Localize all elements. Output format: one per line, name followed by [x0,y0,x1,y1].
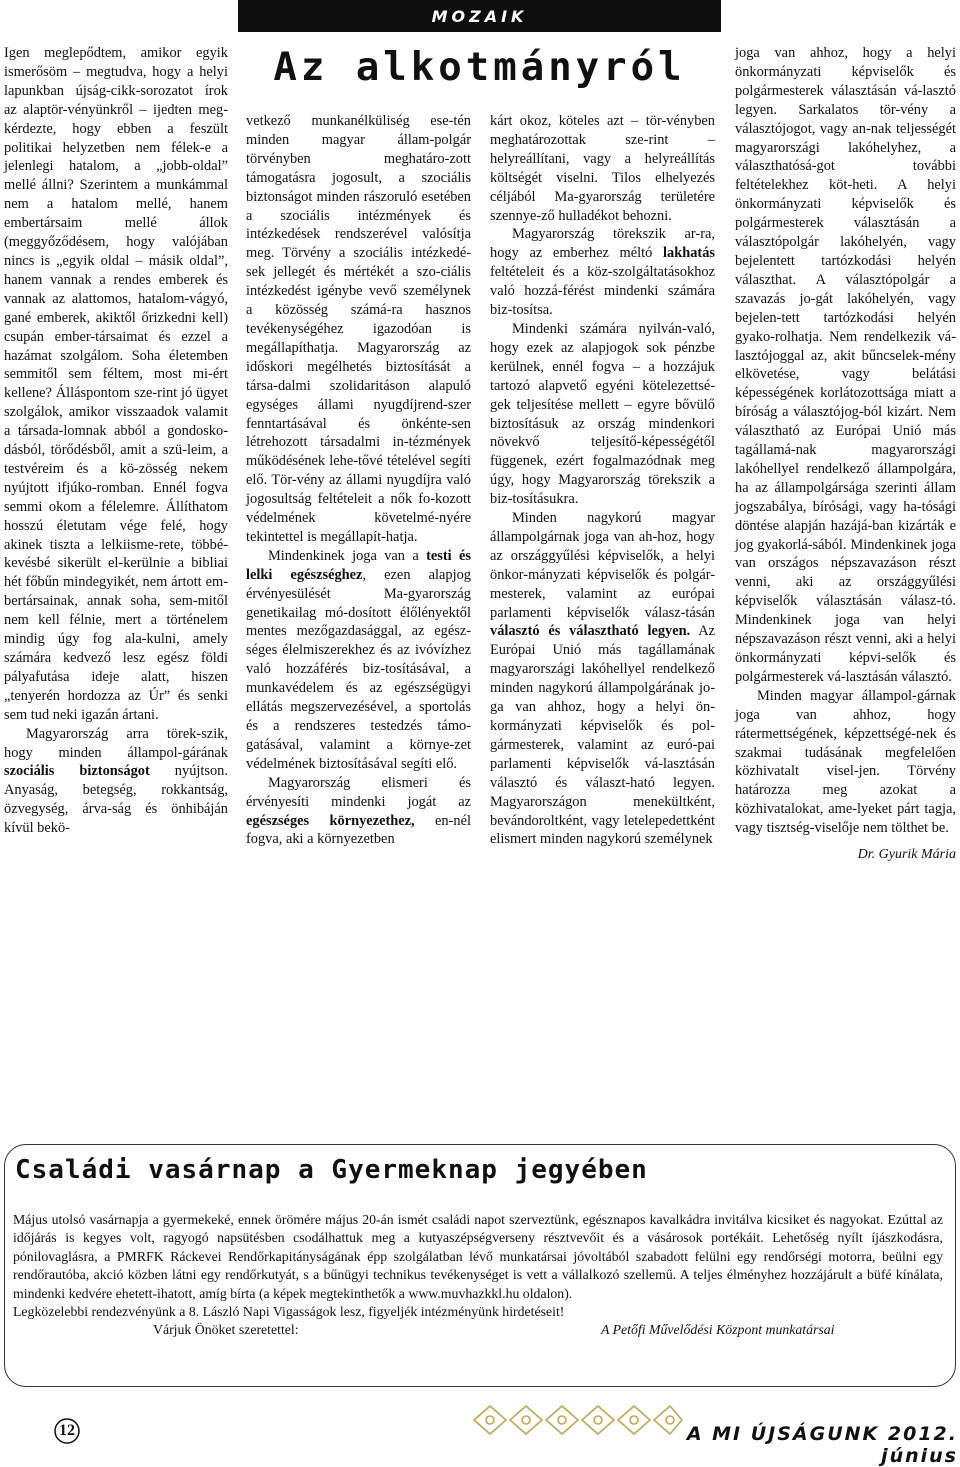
paragraph: Mindenki számára nyilván-való, hogy ezek az alapjogok sok pénzbe kerülnek, ennél fogva – a hozzájuk tartozó alapvető egyéni kötelezettsé-gek teljesítése mellett – egyre bővülő biztosításuk az ország mindenkori növekvő teljesítő-képességétől függenek, ezért fogalmazódnak meg úgy, hogy Magyarország törekszik a biz-tosításukra. [490,320,715,508]
section-label: MOZAIK [431,7,528,26]
article-column-3 [490,112,715,849]
paragraph: Magyarország elismeri és érvényesíti mindenki jogát az egészséges környezethez, en-nél fogva, aki a környezetben [246,774,471,848]
section-banner [238,0,721,32]
event-notice-box [4,1144,956,1387]
page-number-text: 12 [59,1422,75,1439]
paragraph: vetkező munkanélküliség ese-tén minden magyar állam-polgár törvényben meghatáro-zott támogatásra jogosult, a szociális biztonságot minden rászoruló esetében a szociális intézmények és intézkedések rendszerével valósítja meg. Törvény a szociális intézkedé-sek jellegét és mértékét a szo-ciális intézkedést igénybe vevő személynek a közösség számá-ra hasznos tevékenységéhez igazodóan is megállapíthatja. Magyarország az időskori megélhetés biztosítását a társa-dalmi szolidaritáson alapuló egységes állami nyugdíjrend-szer fenntartásával és önkénte-sen létrehozott társadalmi in-tézmények működésének lehe-tővé tételével segíti elő. Tör-vény az állami nyugdíjra való jogosultság feltételeit a nők fo-kozott védelmének követelmé-nyére tekintettel is megállapít-hatja. [246,113,471,545]
article-title: Az alkotmányról [273,45,686,90]
publication-footer: A MI ÚJSÁGUNK 2012. június [686,1423,958,1467]
paragraph: Igen meglepődtem, amikor egyik ismerősöm – megtudva, hogy a helyi lapunkban újság-cikk-sorozatot írok az alaptör-vényünkről – ijedten meg-kérdezte, hogy ebben a feszült politikai helyzetben nem félek-e a jelenlegi hatalom, a „jobb-oldal” mellé állni? Szerintem a munkámmal nem a hatalom mellé, hanem embertársaim mellé állok (meggyőződésem, hogy valójában nincs is „egyik oldal – másik oldal”, hanem vannak a rendes emberek és vannak az alattomos, hatalom-vágyó, gané emberek, akiktől őrizkedni kell) csupán ember-társaimat és ezzel a hazámat szolgálom. Soha életemben semmitől sem féltem, most mi-ért kellene? Álláspontom sze-rint jó ügyet szolgálok, amikor visszaadok valamit a társada-lomnak abból a gondosko-dásból, törődésből, amit a szü-leim, a testvéreim és a kö-zösség nekem nyújtott ifjúko-romban. Ennél fogva semmi okom a félelemre. Állíthatom hosszú életutam vége felé, hogy akinek tiszta a lelkiisme-rete, többé-kevésbé sikerült el-kerülnie a bibliai hét főbűn mindegyikét, nem ártott em-bertársainak, annak soha, sem-mitől nem kell félnie, mert a történelem mindig úgy fog ala-kulni, amely számára kedvező lesz egész földi pályafutása ideje alatt, hiszen „tenyerén hordozza az Úr” és senki sem tud neki igazán ártani. [4,45,228,723]
paragraph: kárt okoz, köteles azt – tör-vényben meghatározottak sze-rint – helyreállítani, vagy a helyreállítás költségét viselni. Tilos elhelyezés céljából Ma-gyarország területére szennye-ző hulladékot behozni. [490,113,715,224]
article-column-1 [4,44,228,838]
notice-sender: A Petőfi Művelődési Központ munkatársai [601,1322,835,1338]
paragraph: Minden magyar állampol-gárnak joga van ahhoz, hogy rátermettségének, képzettségé-nek és szakmai tudásának megfelelően közhivatalt visel-jen. Törvény határozza meg azokat a közhivatalokat, ame-lyeket párt tagja, vagy tisztség-viselője nem tölthet be. [735,687,956,837]
paragraph: Magyarország arra törek-szik, hogy minden állampol-gárának szociális biztonságot nyújtson. Anyaság, betegség, rokkantság, özvegység, árva-ság és önhibáján kívül bekö- [4,725,228,837]
paragraph: Magyarország törekszik ar-ra, hogy az emberhez méltó lakhatás feltételeit és a köz-szolgáltatásokhoz való hozzá-férést mindenki számára biz-tosítsa. [490,226,715,319]
article-column-2 [246,112,471,849]
notice-next-event: Legközelebbi rendezvényünk a 8. László Napi Vigasságok lesz, figyeljék intézményünk hirdetéseit! [13,1304,565,1320]
paragraph: Minden nagykorú magyar állampolgárnak joga van ah-hoz, hogy az országgyűlési képviselők, a helyi önkor-mányzati képviselők és polgár-mesterek, valamint az európai parlamenti képviselők válasz-tásán választó és választható legyen. Az Európai Unió más tagállamának magyarországi lakóhellyel rendelkező minden nagykorú állampolgárának jo-ga van ahhoz, hogy a helyi ön-kormányzati képviselők és pol-gármesterek, valamint az euró-pai parlamenti képviselők vá-lasztásán választó és választ-ható legyen. Magyarországon menekültként, bevándoroltként, vagy letelepedettként elismert minden nagykorú személynek [490,510,715,848]
notice-signoff [13,1321,943,1339]
paragraph: joga van ahhoz, hogy a helyi önkormányzati képviselők és polgármesterek választásán vá-lasztó legyen. Sarkalatos tör-vény a választójogot, vagy an-nak teljességét magyarországi lakóhelyhez, a választhatósá-got további feltételekhez köt-heti. A helyi önkormányzati képviselők és polgármesterek választásán a választópolgár lakóhelyén, vagy bejelentett tartózkodási helyén választhat. A választópolgár a szavazás jo-gát lakóhelyén, vagy bejelen-tett tartózkodási helyén gyako-rolhatja. Nem rendelkezik vá-lasztójoggal az, akit bűncselek-mény elkövetése, vagy belátási képességének korlátozottsága miatt a bíróság a választójog-ból kizárt. Nem választható az Európai Unió más tagállamá-nak magyarországi lakóhellyel rendelkező állampolgára, ha az állampolgársága szerinti állam jogszabálya, bírósági, vagy ha-tósági döntése alapján hazájá-ban kizárták e jog gyakorlá-sából. Mindenkinek joga van országos népszavazáson részt venni, aki az országgyűlési képviselők választásán válasz-tó. Mindenkinek joga van helyi népszavazáson részt venni, aki a helyi önkormányzati képvi-selők és polgármesterek vá-lasztásán választó. [735,45,956,685]
notice-greeting: Várjuk Önöket szeretettel: [153,1322,299,1338]
author-signature: Dr. Gyurik Mária [857,847,956,863]
page-number [52,1416,82,1446]
notice-body [13,1211,943,1339]
notice-title: Családi vasárnap a Gyermeknap jegyében [15,1155,648,1185]
article-column-4 [735,44,956,865]
paragraph: Mindenkinek joga van a testi és lelki egészséghez, ezen alapjog érvényesülését Ma-gyarország genetikailag mó-dosított élőlényektől mentes mezőgazdasággal, az egész-séges élelmiszerekhez és az ivóvízhez való hozzáférés biz-tosításával, a munkavédelem és az egészségügyi ellátás megszervezésével, a sportolás és a rendszeres testedzés támo-gatásával, valamint a környe-zet védelmének biztosításával segíti elő. [246,547,472,772]
notice-paragraph: Május utolsó vasárnapja a gyermekeké, ennek örömére május 20-án ismét családi napot szerveztünk, egésznapos kavalkádra invitálva kicsiket és nagyokat. Ezúttal az időjárás is kegyes volt, ragyogó napsütésben csodálhattuk meg a kutyaszépségverseny résztvevőit és a vásárosok portékáit. Lehetőség nyílt íjászkodásra, pónilovaglásra, a PMRFK Ráckevei Rendőrkapitányságának épp szolgálatban lévő munkatársai jóvoltából szabadott felülni egy rendőrségi motorra, beülni egy rendőrautóba, akció közben látni egy rendőrkutyát, s a bűnügyi technikus tevékenységet is vett a vállalkozó szellemű. A teljes élményhez hozzájárult a büfé kínálata, mindenki kedvére ehetett-ihatott, amíg bírta (a képek megtekinthetők a www.muvhazkkl.hu oldalon). [13,1212,943,1301]
